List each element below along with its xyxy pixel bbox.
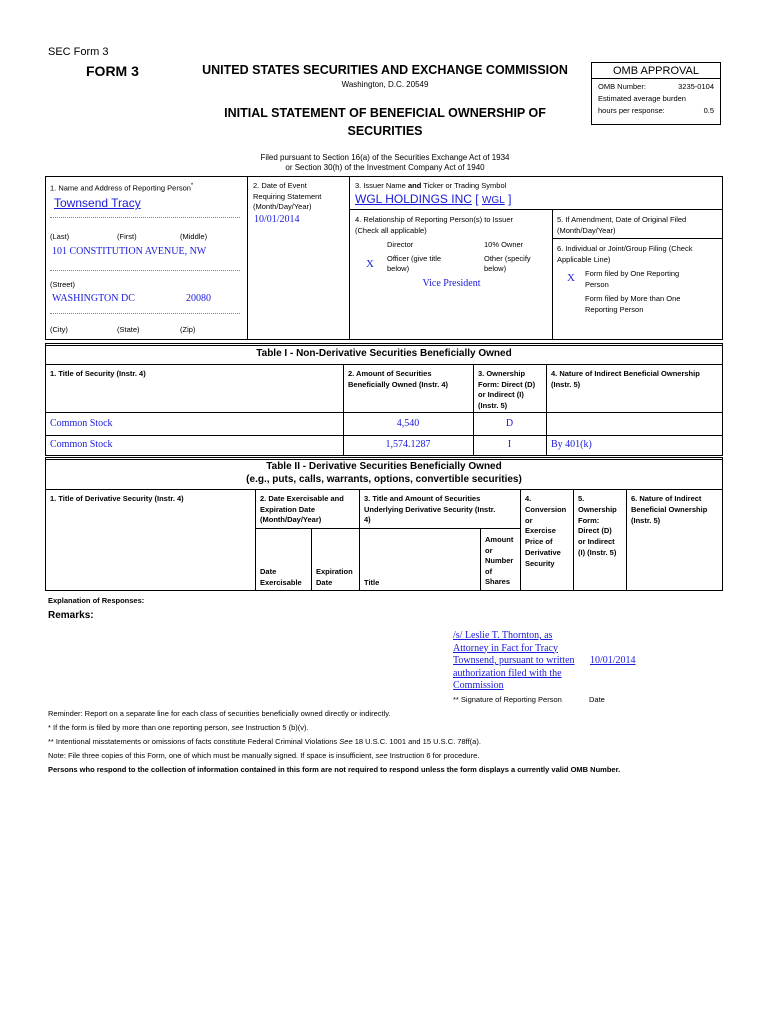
city-value: WASHINGTON DC xyxy=(52,293,135,304)
street-label: (Street) xyxy=(50,280,76,289)
filed-line1: Filed pursuant to Section 16(a) of the Securities Exchange Act of 1934 xyxy=(260,153,510,162)
signature-line1[interactable]: /s/ Leslie T. Thornton, as xyxy=(453,630,553,641)
box4-label: 4. Relationship of Reporting Person(s) to Issuer (Check all applicable) xyxy=(355,215,513,235)
street-value: 101 CONSTITUTION AVENUE, NW xyxy=(52,246,207,257)
ten-percent-owner-label: 10% Owner xyxy=(484,240,524,249)
city-label: (City) xyxy=(50,325,68,334)
t2-col-title: 1. Title of Derivative Security (Instr. 4) xyxy=(50,494,184,503)
table2-title: Table II - Derivative Securities Beneficially Owned (e.g., puts, calls, warrants, options, convertible securities) xyxy=(246,461,522,485)
t2-col-conversion: 4. Conversion or Exercise Price of Derivative Security xyxy=(525,494,567,568)
issuer-line: WGL HOLDINGS INC [ WGL ] xyxy=(355,192,512,206)
issuer-name-link[interactable]: WGL HOLDINGS INC xyxy=(355,192,472,206)
middle-label: (Middle) xyxy=(180,232,208,241)
signature-date-link[interactable]: 10/01/2014 xyxy=(590,655,636,666)
t2-col-ownership: 5. Ownership Form: Direct (D) or Indirect (I) (Instr. 5) xyxy=(578,494,617,557)
t2-col-underlying: 3. Title and Amount of Securities Underlying Derivative Security (Instr. 4) xyxy=(364,494,496,524)
t1-row1-form: D xyxy=(505,418,514,429)
t1-row1-title: Common Stock xyxy=(50,418,113,429)
note-multiple-persons: * If the form is filed by more than one reporting person, see Instruction 5 (b)(v). xyxy=(48,723,309,732)
officer-label: Officer (give title below) xyxy=(387,254,442,273)
one-person-label: Form filed by One Reporting Person xyxy=(585,269,680,289)
note-copies: Note: File three copies of this Form, one of which must be manually signed. If space is insufficient, see Instruction 6 for procedure. xyxy=(48,751,480,760)
zip-value: 20080 xyxy=(186,293,211,304)
signature-label: ** Signature of Reporting Person xyxy=(453,695,562,704)
t1-row2-amount: 1,574.1287 xyxy=(385,439,431,450)
form-number: FORM 3 xyxy=(86,63,139,79)
t1-col-ownership: 3. Ownership Form: Direct (D) or Indirect (I) (Instr. 5) xyxy=(478,369,536,410)
omb-approval-box xyxy=(591,62,721,125)
t2-sub-date-exercisable: Date Exercisable xyxy=(260,567,302,587)
form-title xyxy=(190,106,580,138)
signature-line3[interactable]: Townsend, pursuant to written xyxy=(453,655,575,666)
note-reminder: Reminder: Report on a separate line for each class of securities beneficially owned directly or indirectly. xyxy=(48,709,391,718)
signature-block xyxy=(453,630,575,693)
one-person-checkmark: X xyxy=(567,272,575,284)
reporting-person-name[interactable]: Townsend Tracy xyxy=(54,196,141,210)
table1-title: Table I - Non-Derivative Securities Beneficially Owned xyxy=(256,348,512,359)
signature-line5[interactable]: Commission xyxy=(453,680,504,691)
box5-label: 5. If Amendment, Date of Original Filed (Month/Day/Year) xyxy=(557,215,687,235)
agency-name: UNITED STATES SECURITIES AND EXCHANGE COMMISSION xyxy=(202,63,568,77)
box6-label: 6. Individual or Joint/Group Filing (Check Applicable Line) xyxy=(557,244,693,264)
officer-checkmark: X xyxy=(366,258,374,270)
event-date: 10/01/2014 xyxy=(254,214,300,225)
explanation-label: Explanation of Responses: xyxy=(48,596,145,605)
form-title-line1: INITIAL STATEMENT OF BENEFICIAL OWNERSHIP OF xyxy=(224,106,546,120)
signature-date xyxy=(590,655,636,666)
zip-label: (Zip) xyxy=(180,325,196,334)
omb-burden-label: Estimated average burden xyxy=(598,94,686,103)
t2-col-nature: 6. Nature of Indirect Beneficial Ownership (Instr. 5) xyxy=(631,494,708,525)
filed-line2: or Section 30(h) of the Investment Company Act of 1940 xyxy=(285,163,485,172)
signature-line2[interactable]: Attorney in Fact for Tracy xyxy=(453,642,558,654)
t1-row2-form: I xyxy=(507,439,512,450)
t1-col-title: 1. Title of Security (Instr. 4) xyxy=(50,369,146,378)
other-label: Other (specify below) xyxy=(484,254,531,273)
last-label: (Last) xyxy=(50,232,70,241)
box1-label: 1. Name and Address of Reporting Person* xyxy=(50,183,194,193)
note-misstatements: ** Intentional misstatements or omissions of facts constitute Federal Criminal Violations See 18 U.S.C. 1001 and 15 U.S.C. 78ff(a). xyxy=(48,737,481,746)
t2-sub-expiration: Expiration Date xyxy=(316,567,353,587)
state-label: (State) xyxy=(117,325,140,334)
box2-label: 2. Date of Event Requiring Statement (Month/Day/Year) xyxy=(253,181,322,211)
t1-col-amount: 2. Amount of Securities Beneficially Owned (Instr. 4) xyxy=(348,369,449,389)
omb-title: OMB APPROVAL xyxy=(592,63,720,79)
agency-city: Washington, D.C. 20549 xyxy=(341,80,429,89)
t1-row1-amount: 4,540 xyxy=(396,418,420,429)
box3-label: 3. Issuer Name and Ticker or Trading Symbol xyxy=(355,181,507,190)
signature-line4[interactable]: authorization filed with the xyxy=(453,667,562,679)
t1-col-nature: 4. Nature of Indirect Beneficial Ownership (Instr. 5) xyxy=(551,369,700,389)
ticker-link[interactable]: WGL xyxy=(481,195,505,206)
sec-form-label: SEC Form 3 xyxy=(48,46,109,58)
note-omb-validity: Persons who respond to the collection of information contained in this form are not required to respond unless the form displays a currently valid OMB Number. xyxy=(48,765,621,774)
omb-hours-label: hours per response: xyxy=(598,106,665,115)
first-label: (First) xyxy=(117,232,137,241)
t2-sub-amount: Amount or Number of Shares xyxy=(485,535,514,586)
form-title-line2: SECURITIES xyxy=(347,124,423,138)
filed-pursuant xyxy=(190,153,580,173)
remarks-label: Remarks: xyxy=(48,610,94,621)
officer-title: Vice President xyxy=(422,278,481,289)
more-persons-label: Form filed by More than One Reporting Person xyxy=(585,294,681,314)
director-label: Director xyxy=(387,240,414,249)
omb-hours-value: 0.5 xyxy=(703,106,714,115)
omb-number-label: OMB Number: xyxy=(598,82,646,91)
t2-sub-title: Title xyxy=(364,578,380,587)
t1-row2-title: Common Stock xyxy=(50,439,113,450)
t1-row2-nature: By 401(k) xyxy=(551,439,592,450)
date-label: Date xyxy=(589,695,605,704)
omb-number-value: 3235-0104 xyxy=(678,82,714,91)
t2-col-dates: 2. Date Exercisable and Expiration Date (Month/Day/Year) xyxy=(260,494,344,524)
